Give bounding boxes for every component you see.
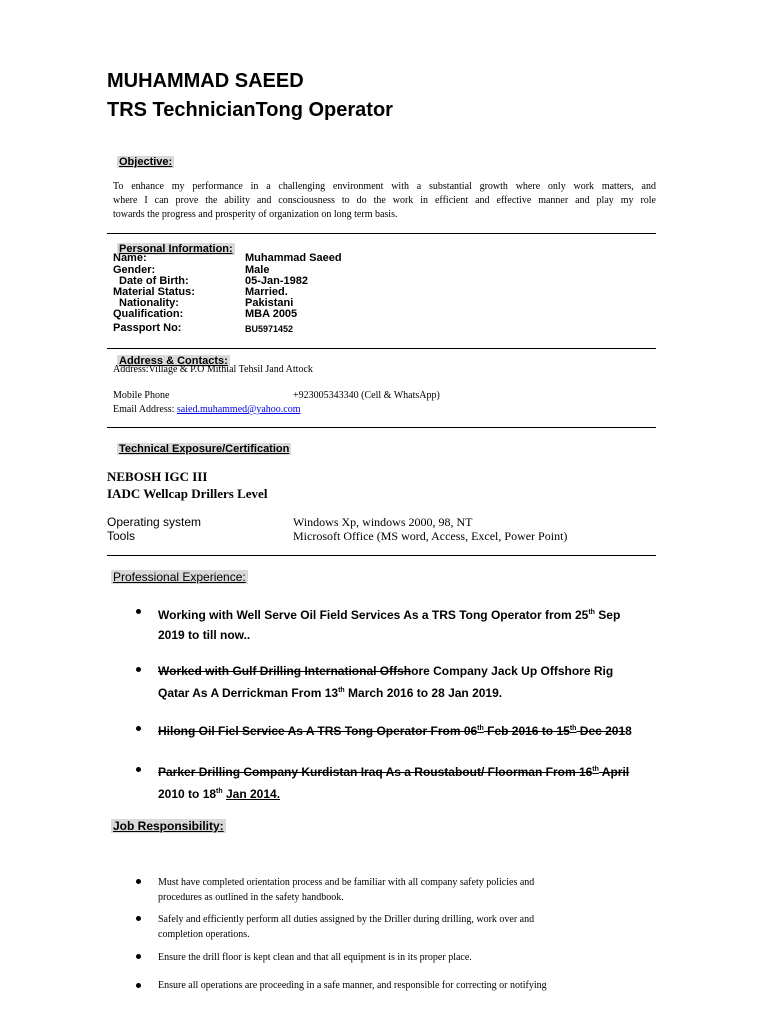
candidate-name: MUHAMMAD SAEED <box>107 70 304 92</box>
experience-heading: Professional Experience: <box>113 570 246 584</box>
objective-line: towards the progress and prosperity of organization on long term basis. <box>113 209 398 220</box>
os-value: Windows Xp, windows 2000, 98, NT <box>293 515 473 529</box>
bullet-dot <box>136 726 141 731</box>
responsibility-item: Safely and efficiently perform all duties assigned by the Driller during drilling, work over and completion operations. <box>158 914 535 940</box>
cert-item: NEBOSH IGC III <box>107 469 208 484</box>
bullet-dot <box>136 983 141 988</box>
experience-item-3: Hilong Oil Fiel Service As A TRS Tong Operator From 06th Feb 2016 to 15th Dec 2018 <box>158 724 632 738</box>
divider <box>107 348 656 349</box>
responsibility-item: Ensure all operations are proceeding in a safe manner, and responsible for correcting or notifying <box>158 980 547 991</box>
personal-label-marital: Material Status: <box>113 286 195 298</box>
os-label: Operating system <box>107 515 202 529</box>
responsibility-item: Must have completed orientation process and be familiar with all company safety policies and procedures as outlined in the safety handbook. <box>158 877 535 903</box>
personal-value-passport: BU5971452 <box>245 324 294 334</box>
objective-heading: Objective: <box>119 156 173 168</box>
bullet-dot <box>136 609 141 614</box>
personal-value-dob: 05-Jan-1982 <box>245 275 308 287</box>
objective-text <box>113 180 656 222</box>
experience-item-4: Parker Drilling Company Kurdistan Iraq As a Roustabout/ Floorman From 16th April 2010 to 18th Jan 2014. <box>158 765 630 801</box>
personal-label-dob: Date of Birth: <box>119 275 189 287</box>
bullet-dot <box>136 916 141 921</box>
address-heading: Address & Contacts: <box>119 355 228 367</box>
job-title: TRS TechnicianTong Operator <box>107 99 393 121</box>
personal-heading: Personal Information: <box>119 243 233 255</box>
personal-value-gender: Male <box>245 264 270 276</box>
technical-heading: Technical Exposure/Certification <box>119 443 290 455</box>
mobile-value: +923005343340 (Cell & WhatsApp) <box>293 390 440 401</box>
personal-value-marital: Married. <box>245 286 288 298</box>
bullet-dot <box>136 667 141 672</box>
personal-label-passport: Passport No: <box>113 322 182 334</box>
tools-value: Microsoft Office (MS word, Access, Excel, Power Point) <box>293 529 568 543</box>
bullet-dot <box>136 879 141 884</box>
cert-item: IADC Wellcap Drillers Level <box>107 486 268 501</box>
email-label: Email Address: <box>113 404 177 415</box>
bullet-dot <box>136 767 141 772</box>
personal-label-qualification: Qualification: <box>113 308 184 320</box>
experience-item-1: Working with Well Serve Oil Field Services As a TRS Tong Operator from 25th Sep 2019 to till now.. <box>158 608 621 642</box>
divider <box>107 555 656 556</box>
address-line: Address:Village & P.O Mithial Tehsil Jand Attock <box>113 364 313 375</box>
bullet-dot <box>136 954 141 959</box>
personal-value-qualification: MBA 2005 <box>245 308 298 320</box>
personal-label-name: Name: <box>113 252 147 264</box>
responsibility-heading: Job Responsibility: <box>113 819 224 833</box>
experience-item-2: Worked with Gulf Drilling International Offshore Company Jack Up Offshore Rig Qatar As A Derrickman From 13th March 2016 to 28 Jan 2019. <box>158 664 614 700</box>
personal-label-gender: Gender: <box>113 264 156 276</box>
mobile-label: Mobile Phone <box>113 390 170 401</box>
divider <box>107 427 656 428</box>
responsibility-item: Ensure the drill floor is kept clean and that all equipment is in its proper place. <box>158 952 472 963</box>
personal-value-nationality: Pakistani <box>245 297 294 309</box>
tools-label: Tools <box>107 529 136 543</box>
email-link[interactable]: saied.muhammed@yahoo.com <box>176 404 301 415</box>
personal-value-name: Muhammad Saeed <box>245 252 342 264</box>
divider <box>107 233 656 234</box>
objective-line: To enhance my performance in a challenging environment with a substantial growth where only work matters, and <box>113 181 656 192</box>
objective-line: where I can prove the ability and consciousness to do the work in efficient and effective manner and play my role <box>113 195 656 206</box>
personal-label-nationality: Nationality: <box>119 297 179 309</box>
email-row <box>113 404 301 415</box>
